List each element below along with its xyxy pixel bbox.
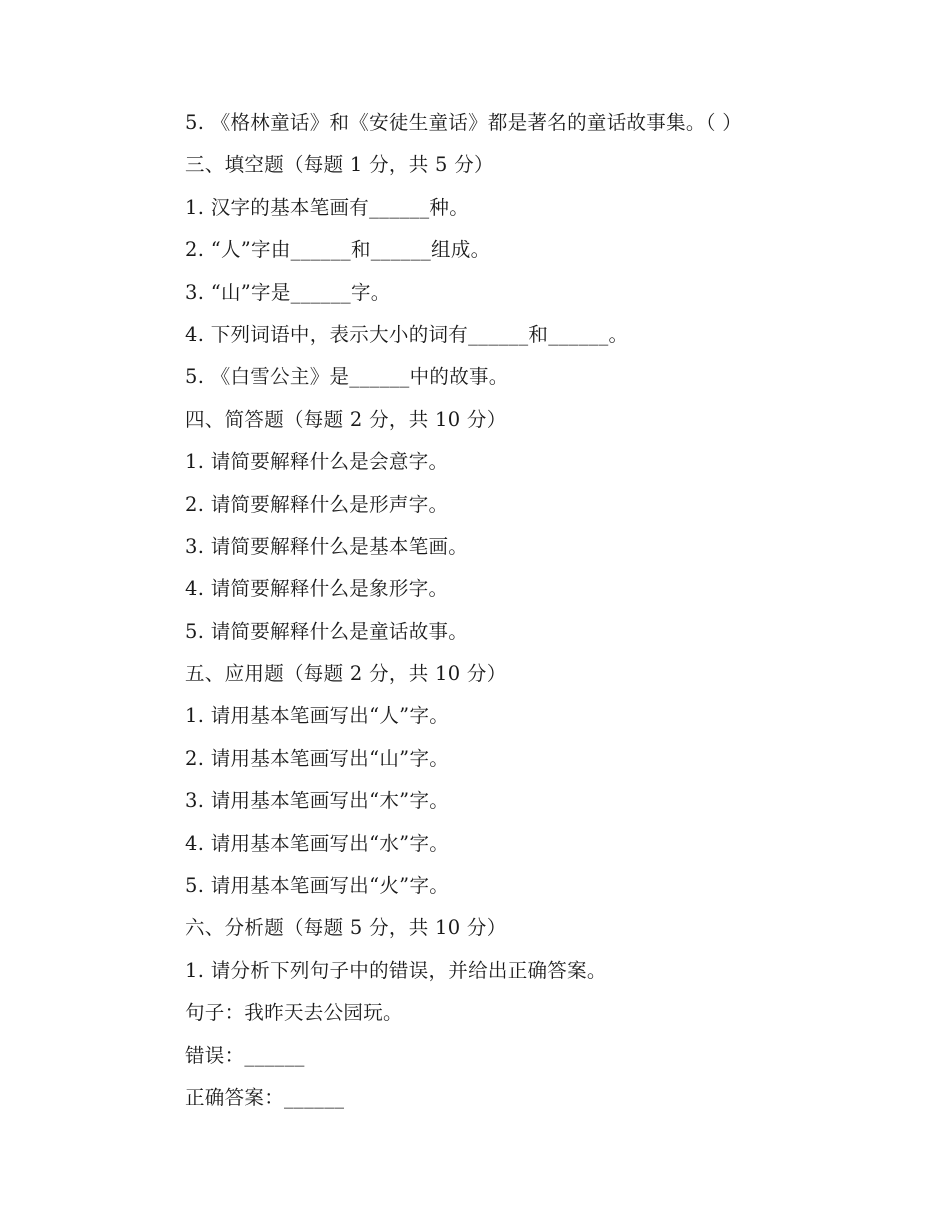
analysis-answer-blank: 正确答案：______	[185, 1085, 345, 1109]
question-short-answer-5: 5. 请简要解释什么是童话故事。	[185, 619, 469, 643]
question-true-false-5: 5. 《格林童话》和《安徒生童话》都是著名的童话故事集。（ ）	[185, 111, 743, 134]
question-short-answer-3: 3. 请简要解释什么是基本笔画。	[185, 534, 469, 558]
question-fill-blank-1: 1. 汉字的基本笔画有______种。	[185, 195, 470, 219]
analysis-error-blank: 错误：______	[185, 1043, 305, 1067]
section-heading-fill-blank: 三、填空题（每题 1 分，共 5 分）	[185, 153, 494, 177]
question-fill-blank-4: 4. 下列词语中，表示大小的词有______和______。	[185, 322, 629, 346]
question-application-1: 1. 请用基本笔画写出“人”字。	[185, 704, 450, 728]
section-heading-analysis: 六、分析题（每题 5 分，共 10 分）	[185, 916, 507, 940]
question-fill-blank-3: 3. “山”字是______字。	[185, 280, 391, 304]
question-application-3: 3. 请用基本笔画写出“木”字。	[185, 789, 450, 813]
section-heading-application: 五、应用题（每题 2 分，共 10 分）	[185, 662, 507, 686]
question-short-answer-2: 2. 请简要解释什么是形声字。	[185, 492, 449, 516]
question-fill-blank-5: 5. 《白雪公主》是______中的故事。	[185, 365, 509, 389]
question-fill-blank-2: 2. “人”字由______和______组成。	[185, 238, 491, 262]
document-page	[185, 102, 885, 1119]
question-analysis-1: 1. 请分析下列句子中的错误，并给出正确答案。	[185, 958, 607, 982]
analysis-sentence: 句子：我昨天去公园玩。	[185, 1001, 403, 1025]
question-short-answer-4: 4. 请简要解释什么是象形字。	[185, 577, 449, 601]
section-heading-short-answer: 四、简答题（每题 2 分，共 10 分）	[185, 407, 507, 431]
question-short-answer-1: 1. 请简要解释什么是会意字。	[185, 450, 449, 474]
question-application-5: 5. 请用基本笔画写出“火”字。	[185, 874, 450, 898]
question-application-4: 4. 请用基本笔画写出“水”字。	[185, 831, 450, 855]
question-application-2: 2. 请用基本笔画写出“山”字。	[185, 746, 450, 770]
